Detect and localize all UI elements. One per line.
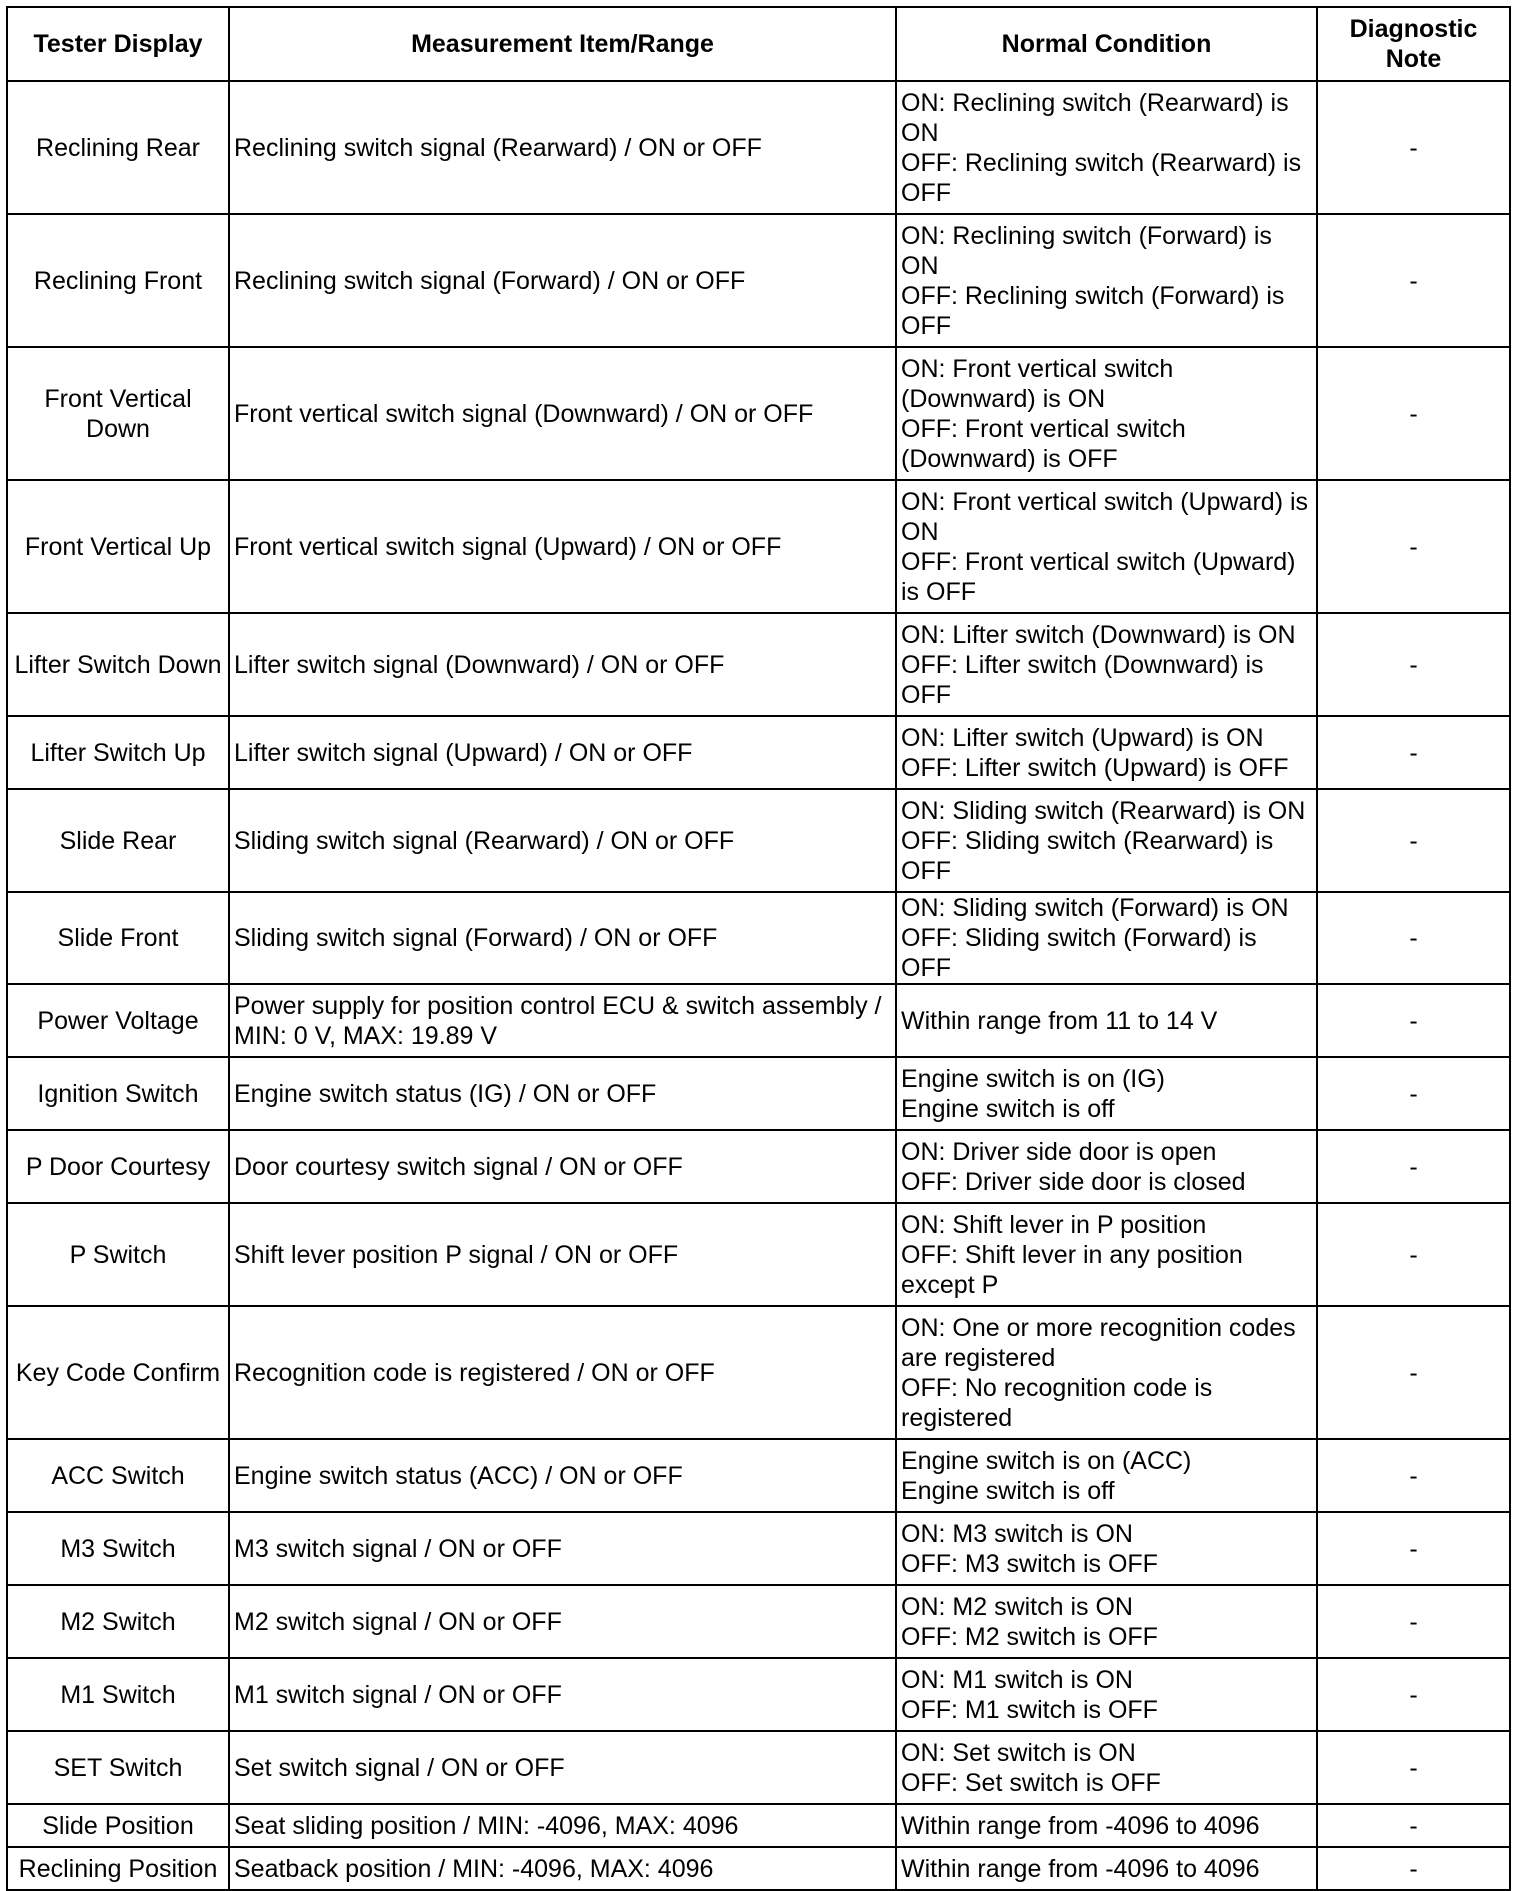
table-row [7, 613, 1510, 716]
tester-display-cell: Slide Position [7, 1804, 229, 1847]
table-row [7, 1306, 1510, 1439]
table-row [7, 1203, 1510, 1306]
tester-display-cell: Front Vertical Up [7, 480, 229, 613]
measurement-cell: Engine switch status (ACC) / ON or OFF [229, 1439, 896, 1512]
tester-display-cell: Ignition Switch [7, 1057, 229, 1130]
normal-condition-cell: Within range from -4096 to 4096 [896, 1804, 1317, 1847]
diagnostic-note-cell: - [1317, 1057, 1510, 1130]
diagnostic-note-cell: - [1317, 716, 1510, 789]
measurement-cell: Reclining switch signal (Rearward) / ON or OFF [229, 81, 896, 214]
tester-display-cell: P Switch [7, 1203, 229, 1306]
measurement-cell: Front vertical switch signal (Downward) / ON or OFF [229, 347, 896, 480]
measurement-cell: Power supply for position control ECU & switch assembly / MIN: 0 V, MAX: 19.89 V [229, 984, 896, 1057]
tester-display-cell: Front Vertical Down [7, 347, 229, 480]
diagnostic-note-cell: - [1317, 1512, 1510, 1585]
table-row [7, 1731, 1510, 1804]
table-row [7, 480, 1510, 613]
header-measurement-item: Measurement Item/Range [229, 7, 896, 81]
tester-display-cell: Lifter Switch Up [7, 716, 229, 789]
table-row [7, 1658, 1510, 1731]
diagnostic-note-cell: - [1317, 1804, 1510, 1847]
diagnostic-note-cell: - [1317, 480, 1510, 613]
table-row [7, 214, 1510, 347]
tester-display-cell: SET Switch [7, 1731, 229, 1804]
measurement-cell: Seatback position / MIN: -4096, MAX: 4096 [229, 1847, 896, 1890]
diagnostic-note-cell: - [1317, 892, 1510, 984]
normal-condition-cell: Engine switch is on (IG) Engine switch is off [896, 1057, 1317, 1130]
diagnostic-note-cell: - [1317, 1731, 1510, 1804]
normal-condition-cell: Engine switch is on (ACC) Engine switch is off [896, 1439, 1317, 1512]
tester-display-cell: Slide Front [7, 892, 229, 984]
diagnostic-note-cell: - [1317, 789, 1510, 892]
table-row [7, 1804, 1510, 1847]
normal-condition-cell: ON: Sliding switch (Forward) is ON OFF: Sliding switch (Forward) is OFF [896, 892, 1317, 984]
tester-display-cell: P Door Courtesy [7, 1130, 229, 1203]
normal-condition-cell: ON: Lifter switch (Upward) is ON OFF: Lifter switch (Upward) is OFF [896, 716, 1317, 789]
measurement-cell: Lifter switch signal (Upward) / ON or OFF [229, 716, 896, 789]
tester-display-cell: Key Code Confirm [7, 1306, 229, 1439]
normal-condition-cell: ON: M3 switch is ON OFF: M3 switch is OFF [896, 1512, 1317, 1585]
table-row [7, 984, 1510, 1057]
diagnostic-note-cell: - [1317, 1439, 1510, 1512]
table-row [7, 1439, 1510, 1512]
normal-condition-cell: ON: M2 switch is ON OFF: M2 switch is OFF [896, 1585, 1317, 1658]
normal-condition-cell: Within range from -4096 to 4096 [896, 1847, 1317, 1890]
measurement-cell: Sliding switch signal (Rearward) / ON or OFF [229, 789, 896, 892]
data-list-table [6, 6, 1511, 1891]
normal-condition-cell: ON: Lifter switch (Downward) is ON OFF: Lifter switch (Downward) is OFF [896, 613, 1317, 716]
table-row [7, 347, 1510, 480]
tester-display-cell: Reclining Front [7, 214, 229, 347]
header-normal-condition: Normal Condition [896, 7, 1317, 81]
normal-condition-cell: ON: Set switch is ON OFF: Set switch is OFF [896, 1731, 1317, 1804]
table-row [7, 81, 1510, 214]
table-row [7, 716, 1510, 789]
normal-condition-cell: ON: Reclining switch (Rearward) is ON OFF: Reclining switch (Rearward) is OFF [896, 81, 1317, 214]
tester-display-cell: Lifter Switch Down [7, 613, 229, 716]
diagnostic-note-cell: - [1317, 984, 1510, 1057]
table-row [7, 1057, 1510, 1130]
diagnostic-note-cell: - [1317, 1585, 1510, 1658]
diagnostic-note-cell: - [1317, 347, 1510, 480]
table-row [7, 789, 1510, 892]
table-row [7, 1847, 1510, 1890]
table-row [7, 1130, 1510, 1203]
measurement-cell: Engine switch status (IG) / ON or OFF [229, 1057, 896, 1130]
tester-display-cell: Reclining Position [7, 1847, 229, 1890]
diagnostic-note-cell: - [1317, 1658, 1510, 1731]
header-tester-display: Tester Display [7, 7, 229, 81]
tester-display-cell: ACC Switch [7, 1439, 229, 1512]
measurement-cell: Recognition code is registered / ON or OFF [229, 1306, 896, 1439]
normal-condition-cell: ON: Front vertical switch (Downward) is ON OFF: Front vertical switch (Downward) is OFF [896, 347, 1317, 480]
tester-display-cell: M3 Switch [7, 1512, 229, 1585]
measurement-cell: Front vertical switch signal (Upward) / ON or OFF [229, 480, 896, 613]
measurement-cell: Sliding switch signal (Forward) / ON or OFF [229, 892, 896, 984]
diagnostic-note-cell: - [1317, 214, 1510, 347]
tester-display-cell: Reclining Rear [7, 81, 229, 214]
table-row [7, 1585, 1510, 1658]
diagnostic-note-cell: - [1317, 1306, 1510, 1439]
diagnostic-note-cell: - [1317, 1130, 1510, 1203]
normal-condition-cell: ON: Reclining switch (Forward) is ON OFF: Reclining switch (Forward) is OFF [896, 214, 1317, 347]
measurement-cell: M3 switch signal / ON or OFF [229, 1512, 896, 1585]
measurement-cell: Door courtesy switch signal / ON or OFF [229, 1130, 896, 1203]
measurement-cell: Reclining switch signal (Forward) / ON or OFF [229, 214, 896, 347]
diagnostic-note-cell: - [1317, 613, 1510, 716]
table-row [7, 1512, 1510, 1585]
tester-display-cell: M2 Switch [7, 1585, 229, 1658]
measurement-cell: Seat sliding position / MIN: -4096, MAX: 4096 [229, 1804, 896, 1847]
normal-condition-cell: ON: One or more recognition codes are registered OFF: No recognition code is registered [896, 1306, 1317, 1439]
normal-condition-cell: ON: Driver side door is open OFF: Driver side door is closed [896, 1130, 1317, 1203]
normal-condition-cell: ON: Sliding switch (Rearward) is ON OFF: Sliding switch (Rearward) is OFF [896, 789, 1317, 892]
measurement-cell: M1 switch signal / ON or OFF [229, 1658, 896, 1731]
measurement-cell: Set switch signal / ON or OFF [229, 1731, 896, 1804]
table-row [7, 892, 1510, 984]
measurement-cell: Shift lever position P signal / ON or OFF [229, 1203, 896, 1306]
tester-display-cell: Slide Rear [7, 789, 229, 892]
header-row [7, 7, 1510, 81]
tester-display-cell: Power Voltage [7, 984, 229, 1057]
diagnostic-note-cell: - [1317, 1203, 1510, 1306]
tester-display-cell: M1 Switch [7, 1658, 229, 1731]
normal-condition-cell: Within range from 11 to 14 V [896, 984, 1317, 1057]
measurement-cell: Lifter switch signal (Downward) / ON or OFF [229, 613, 896, 716]
diagnostic-note-cell: - [1317, 1847, 1510, 1890]
header-diagnostic-note: Diagnostic Note [1317, 7, 1510, 81]
normal-condition-cell: ON: Shift lever in P position OFF: Shift lever in any position except P [896, 1203, 1317, 1306]
normal-condition-cell: ON: M1 switch is ON OFF: M1 switch is OFF [896, 1658, 1317, 1731]
normal-condition-cell: ON: Front vertical switch (Upward) is ON OFF: Front vertical switch (Upward) is OFF [896, 480, 1317, 613]
diagnostic-note-cell: - [1317, 81, 1510, 214]
measurement-cell: M2 switch signal / ON or OFF [229, 1585, 896, 1658]
